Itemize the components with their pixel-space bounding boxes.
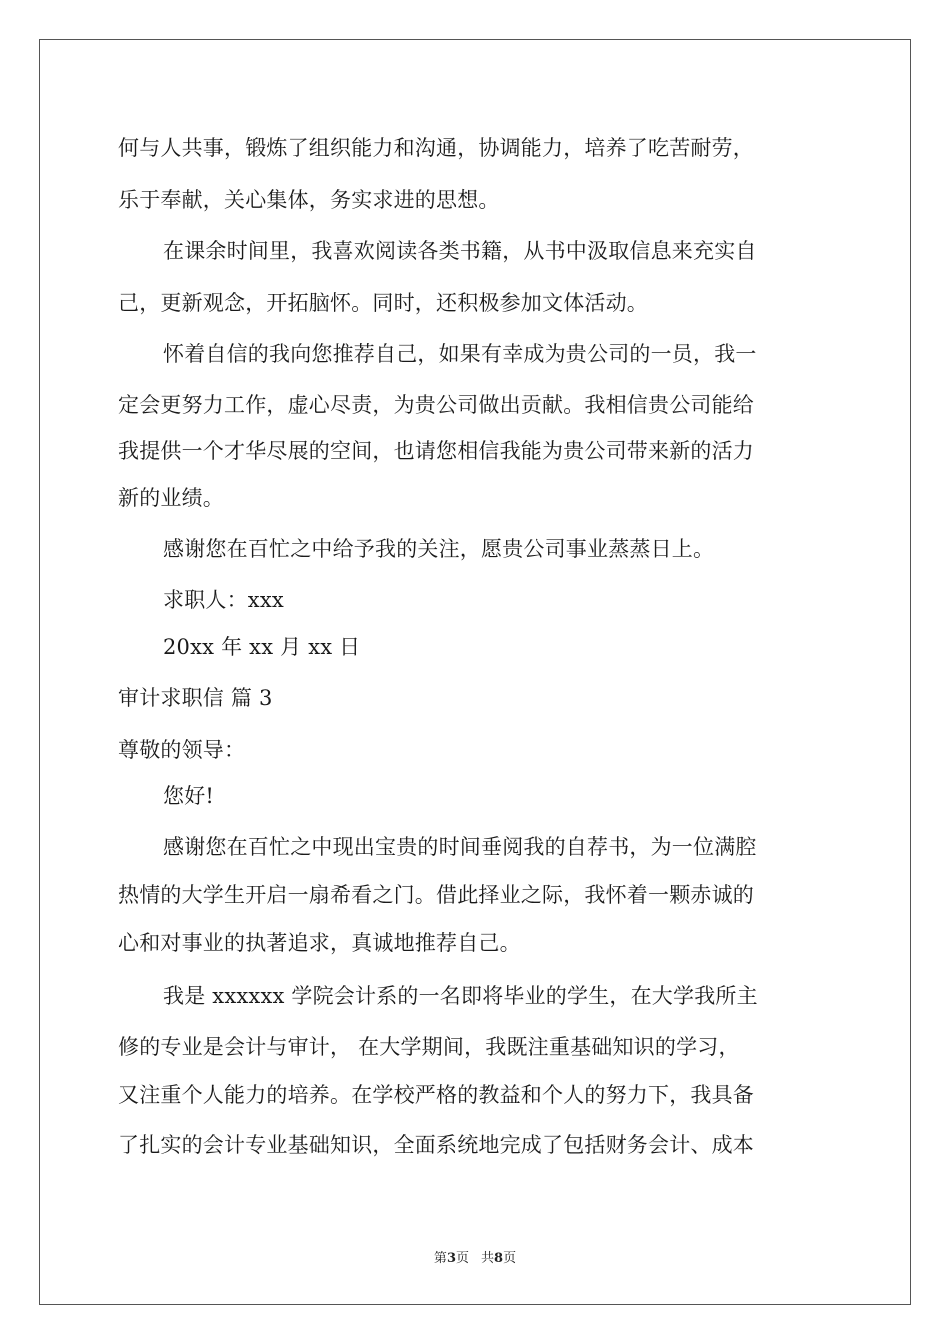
text-line: 新的业绩。 [118, 486, 224, 510]
total-suffix: 页 [503, 1251, 517, 1266]
text-line: 乐于奉献，关心集体，务实求进的思想。 [118, 188, 500, 212]
text-line: 热情的大学生开启一扇希看之门。借此择业之际，我怀着一颗赤诚的 [118, 883, 754, 907]
signature-line: 求职人：xxx [163, 588, 284, 612]
text-line: 了扎实的会计专业基础知识，全面系统地完成了包括财务会计、成本 [118, 1133, 754, 1157]
text-line: 修的专业是会计与审计， 在大学期间，我既注重基础知识的学习， [118, 1035, 740, 1059]
text-line: 何与人共事，锻炼了组织能力和沟通，协调能力，培养了吃苦耐劳， [118, 136, 754, 160]
text-line: 心和对事业的执著追求，真诚地推荐自己。 [118, 931, 521, 955]
date-line: 20xx 年 xx 月 xx 日 [163, 635, 361, 659]
page-prefix: 第 [433, 1251, 447, 1266]
current-page-number: 3 [446, 1251, 456, 1266]
text-line: 感谢您在百忙之中现出宝贵的时间垂阅我的自荐书，为一位满腔 [163, 835, 757, 859]
text-line: 己，更新观念，开拓脑怀。同时，还积极参加文体活动。 [118, 291, 648, 315]
section-heading: 审计求职信 篇 3 [118, 686, 273, 710]
text-line: 我提供一个才华尽展的空间，也请您相信我能为贵公司带来新的活力 [118, 439, 754, 463]
text-line: 定会更努力工作，虚心尽责，为贵公司做出贡献。我相信贵公司能给 [118, 393, 754, 417]
salutation: 尊敬的领导： [118, 738, 246, 762]
text-line: 又注重个人能力的培养。在学校严格的教益和个人的努力下，我具备 [118, 1083, 754, 1107]
text-line: 怀着自信的我向您推荐自己，如果有幸成为贵公司的一员，我一 [163, 342, 757, 366]
page-footer [0, 1247, 950, 1266]
page-border [39, 39, 911, 1305]
text-line: 感谢您在百忙之中给予我的关注，愿贵公司事业蒸蒸日上。 [163, 537, 715, 561]
text-line: 我是 xxxxxx 学院会计系的一名即将毕业的学生，在大学我所主 [163, 984, 758, 1008]
page-suffix: 页 [455, 1251, 469, 1266]
text-line: 在课余时间里，我喜欢阅读各类书籍，从书中汲取信息来充实自 [163, 239, 757, 263]
greeting: 您好! [163, 784, 215, 808]
total-page-count: 8 [494, 1251, 504, 1266]
total-prefix: 共 [481, 1251, 495, 1266]
